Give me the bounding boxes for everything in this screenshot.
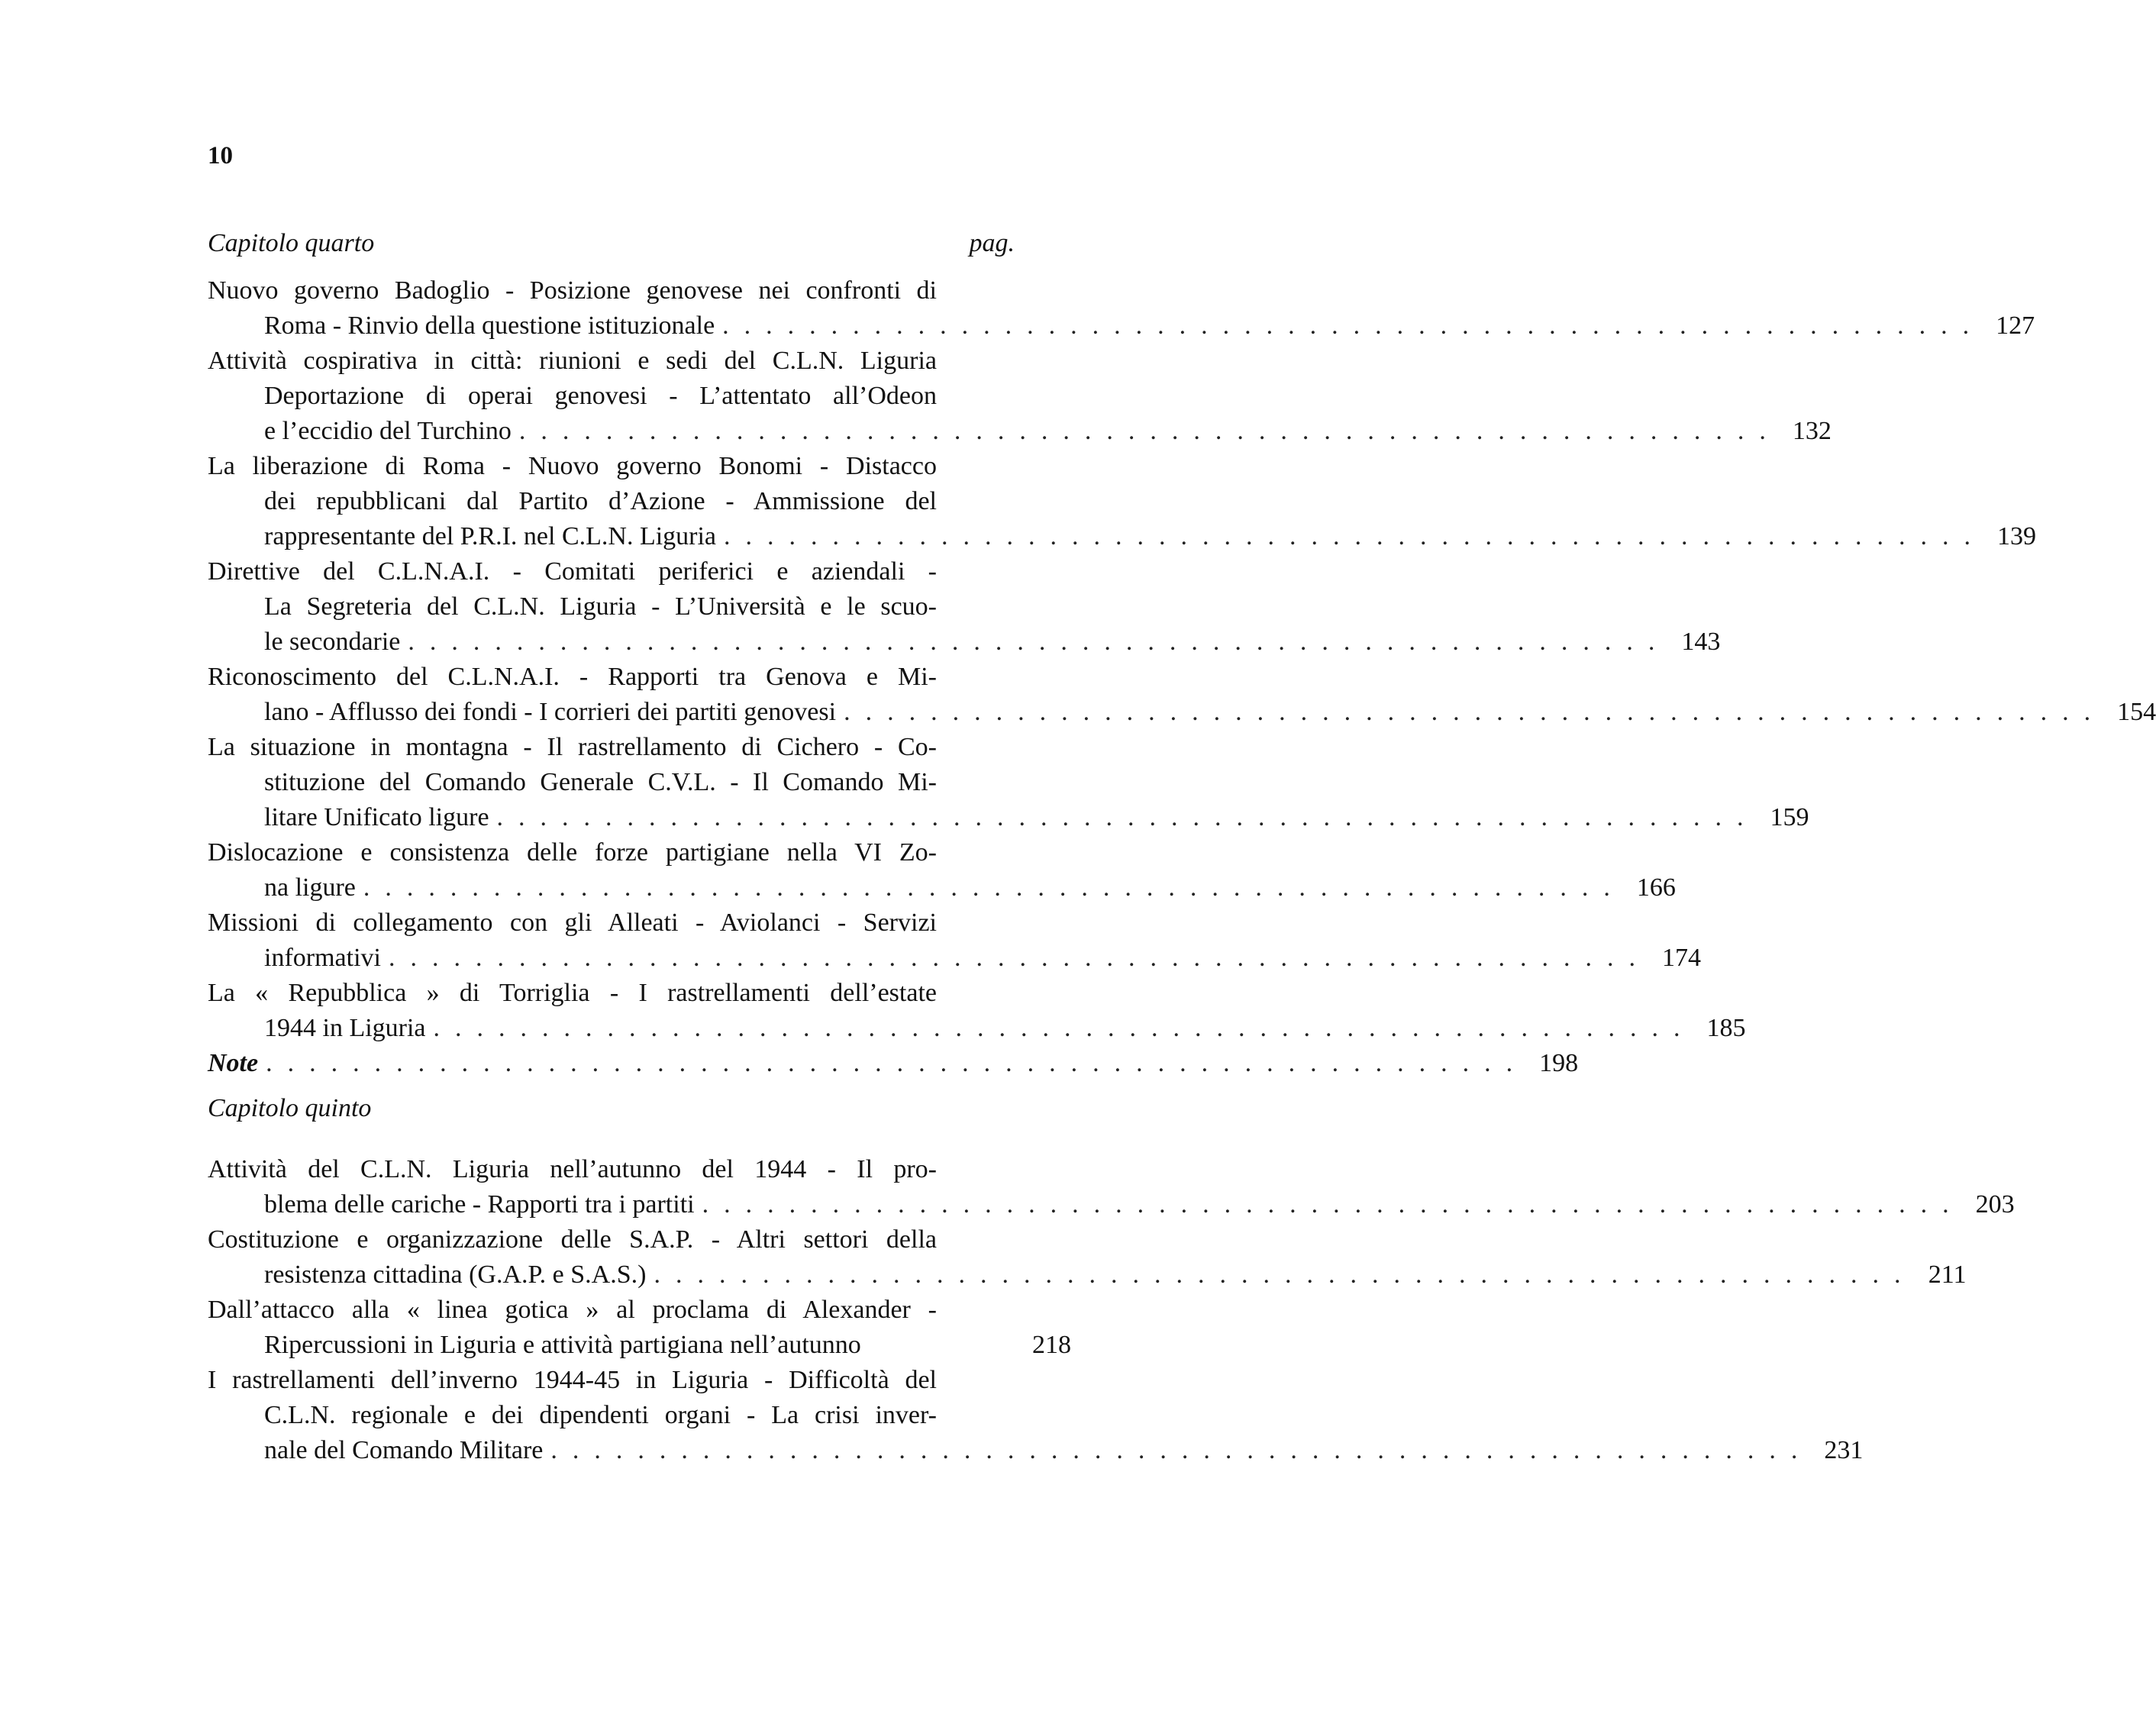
page-column-label: pag. — [969, 229, 1015, 257]
dot-leader: .......................................................... — [363, 873, 1625, 902]
toc-entry-last-line — [208, 1433, 1864, 1468]
toc-entry-line: Riconoscimento del C.L.N.A.I. - Rapporti tra Genova e Mi- — [208, 663, 937, 691]
toc-entry-text: litare Unificato ligure — [264, 803, 489, 831]
toc-entry-last-line — [208, 1187, 2015, 1222]
chapter-five-heading — [208, 1091, 1015, 1129]
toc-entry-text: lano - Afflusso dei fondi - I corrieri dei partiti genovesi — [264, 698, 837, 726]
dot-leader: .......................................................... — [496, 803, 1759, 831]
toc-entry — [208, 976, 1746, 1046]
dot-leader: .......................................................... — [433, 1014, 1696, 1042]
toc-entry-line: La situazione in montagna - Il rastrellamento di Cichero - Co- — [208, 733, 937, 761]
toc-entry-last-line — [208, 870, 1676, 905]
toc-entry-line: Dislocazione e consistenza delle forze partigiane nella VI Zo- — [208, 838, 937, 867]
toc-entry-text: 1944 in Liguria — [264, 1014, 426, 1042]
dot-leader: .......................................................... — [702, 1190, 1964, 1219]
toc-entry — [208, 344, 1832, 449]
toc-entry-text: na ligure — [264, 873, 356, 902]
toc-entry-line: Deportazione di operai genovesi - L’attentato all’Odeon — [264, 382, 937, 410]
dot-leader: .......................................................... — [266, 1049, 1528, 1077]
toc-entry-line: Missioni di collegamento con gli Alleati - Aviolanci - Servizi — [208, 909, 937, 937]
toc-entry-last-line — [208, 1046, 1579, 1081]
toc-entry-text: e l’eccidio del Turchino — [264, 417, 512, 445]
toc-entry-last-line — [208, 1257, 1967, 1293]
toc-entry-text: Roma - Rinvio della questione istituzionale — [264, 312, 715, 340]
toc-entry-line: La liberazione di Roma - Nuovo governo Bonomi - Distacco — [208, 452, 937, 480]
toc-page-number: 185 — [1706, 1014, 1746, 1042]
toc-entry-text: resistenza cittadina (G.A.P. e S.A.S.) — [264, 1261, 647, 1289]
toc-entry-last-line — [208, 414, 1832, 449]
dot-leader: .......................................................... — [518, 417, 1781, 445]
toc-entry-text: le secondarie — [264, 628, 401, 656]
chapter-four-heading — [208, 226, 1015, 264]
toc-page-number: 231 — [1824, 1436, 1864, 1464]
toc-entry-line: Costituzione e organizzazione delle S.A.P. - Altri settori della — [208, 1225, 937, 1254]
toc-entry-line: Dall’attacco alla « linea gotica » al proclama di Alexander - — [208, 1296, 937, 1324]
dot-leader: .......................................................... — [408, 628, 1670, 656]
toc-entry — [208, 1152, 2015, 1222]
toc-entry — [208, 1222, 1967, 1293]
chapter-four-entries — [208, 273, 2156, 1081]
dot-leader: .......................................................... — [550, 1436, 1813, 1464]
toc-entry-last-line — [208, 308, 2035, 344]
toc-entry — [208, 835, 1676, 905]
toc-entry — [208, 905, 1701, 976]
toc-entry — [208, 1293, 1071, 1363]
toc-entry — [208, 1046, 1579, 1081]
toc-page-number: 139 — [1997, 522, 2037, 550]
dot-leader: .......................................................... — [844, 698, 2106, 726]
toc-entry — [208, 660, 2156, 730]
toc-entry-last-line — [208, 1011, 1746, 1046]
notes-heading: Note — [208, 1049, 259, 1077]
toc-entry-line: La « Repubblica » di Torriglia - I rastrellamenti dell’estate — [208, 979, 937, 1007]
toc-page-number: 132 — [1792, 417, 1832, 445]
toc-entry-last-line — [208, 941, 1701, 976]
toc-entry-last-line — [208, 800, 1809, 835]
toc-entry-line: La Segreteria del C.L.N. Liguria - L’Università e le scuo- — [264, 592, 937, 621]
toc-entry-line: stituzione del Comando Generale C.V.L. - Il Comando Mi- — [264, 768, 937, 796]
dot-leader: .......................................................... — [388, 944, 1651, 972]
toc-entry-line: dei repubblicani dal Partito d’Azione - Ammissione del — [264, 487, 937, 515]
toc-entry-last-line — [208, 695, 2156, 730]
chapter-five-entries — [208, 1152, 2015, 1468]
toc-entry-line: Nuovo governo Badoglio - Posizione genovese nei confronti di — [208, 276, 937, 305]
toc-page-number: 218 — [1032, 1331, 1071, 1359]
dot-leader: .......................................................... — [722, 312, 1985, 340]
dot-leader: .......................................................... — [654, 1261, 1916, 1289]
toc-page-number: 166 — [1636, 873, 1676, 902]
toc-page-number: 203 — [1975, 1190, 2015, 1219]
chapter-four-section — [208, 226, 2156, 1081]
toc-entry — [208, 730, 1809, 835]
toc-entry-text: blema delle cariche - Rapporti tra i partiti — [264, 1190, 695, 1219]
toc-page-number: 174 — [1661, 944, 1701, 972]
toc-page-number: 198 — [1539, 1049, 1579, 1077]
toc-page-number: 159 — [1770, 803, 1809, 831]
toc-entry — [208, 449, 2037, 554]
toc-page-number: 211 — [1928, 1261, 1967, 1289]
toc-entry-text: Ripercussioni in Liguria e attività partigiana nell’autunno — [264, 1331, 861, 1359]
toc-entry-text: nale del Comando Militare — [264, 1436, 544, 1464]
dot-leader: .......................................................... — [724, 522, 1987, 550]
toc-entry-line: Attività del C.L.N. Liguria nell’autunno del 1944 - Il pro- — [208, 1155, 937, 1183]
toc-entry-last-line — [208, 1328, 1071, 1363]
toc-page-number: 127 — [1996, 312, 2035, 340]
chapter-five-title: Capitolo quinto — [208, 1094, 372, 1122]
toc-entry-last-line — [208, 519, 2037, 554]
toc-entry — [208, 1363, 1864, 1468]
chapter-five-section — [208, 1091, 2015, 1468]
toc-entry — [208, 554, 1721, 660]
toc-entry — [208, 273, 2035, 344]
toc-entry-line: C.L.N. regionale e dei dipendenti organi - La crisi inver- — [264, 1401, 937, 1429]
chapter-four-title: Capitolo quarto — [208, 229, 375, 257]
toc-entry-line: Direttive del C.L.N.A.I. - Comitati periferici e aziendali - — [208, 557, 937, 586]
toc-entry-last-line — [208, 625, 1721, 660]
toc-entry-text: rappresentante del P.R.I. nel C.L.N. Liguria — [264, 522, 717, 550]
toc-entry-line: I rastrellamenti dell’inverno 1944-45 in Liguria - Difficoltà del — [208, 1366, 937, 1394]
toc-page-number: 154 — [2117, 698, 2156, 726]
page-number: 10 — [208, 142, 233, 169]
toc-page-number: 143 — [1681, 628, 1721, 656]
toc-entry-line: Attività cospirativa in città: riunioni e sedi del C.L.N. Liguria — [208, 347, 937, 375]
toc-entry-text: informativi — [264, 944, 381, 972]
